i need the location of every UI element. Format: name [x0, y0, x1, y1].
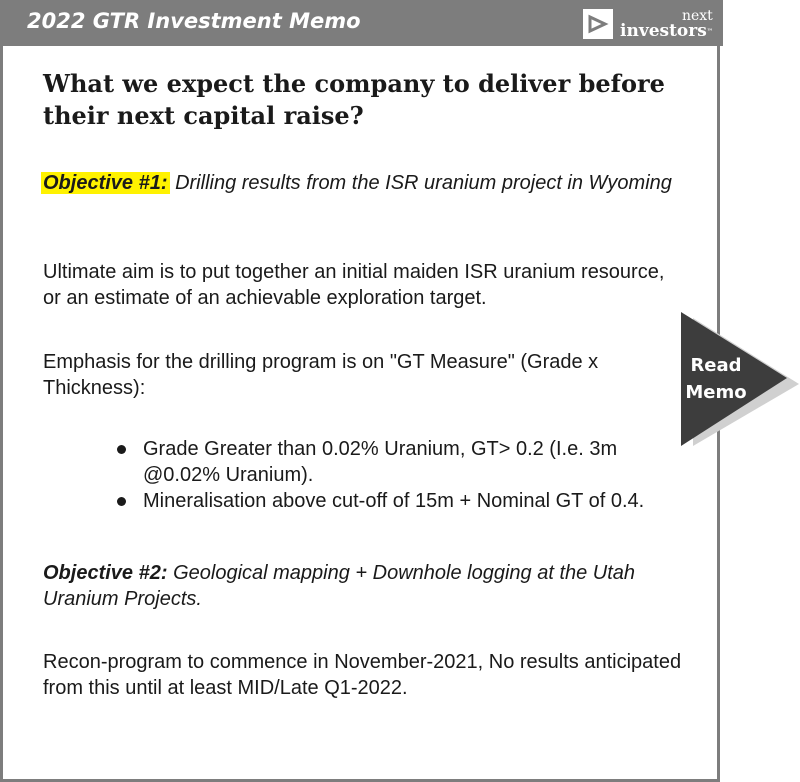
objective-2-label: Objective #2: [43, 562, 168, 584]
paragraph-maiden-resource: Ultimate aim is to put together an initial maiden ISR uranium resource, or an estimate of an achievable exploration target. [43, 261, 665, 309]
gt-criteria-list [113, 436, 673, 514]
memo-title: 2022 GTR Investment Memo [27, 9, 361, 33]
logo-word-investors: investors™ [620, 20, 713, 41]
paragraph-gt-measure: Emphasis for the drilling program is on "GT Measure" (Grade x Thickness): [43, 351, 599, 399]
memo-heading: What we expect the company to deliver before their next capital raise? [43, 69, 665, 130]
read-memo-button[interactable] [681, 312, 791, 446]
next-investors-logo[interactable] [583, 9, 713, 39]
memo-header [3, 0, 723, 46]
list-item: Grade Greater than 0.02% Uranium, GT> 0.2 (I.e. 3m @0.02% Uranium). [113, 436, 673, 488]
arrow-logo-icon [583, 9, 613, 39]
objective-1 [43, 170, 683, 196]
paragraph-recon-program: Recon-program to commence in November-2021, No results anticipated from this until at least MID/Late Q1-2022. [43, 651, 682, 699]
list-item: Mineralisation above cut-off of 15m + Nominal GT of 0.4. [113, 488, 673, 514]
objective-1-label: Objective #1: [43, 172, 168, 194]
objective-1-text: Drilling results from the ISR uranium project in Wyoming [175, 172, 672, 194]
objective-2-text: Geological mapping + Downhole logging at the Utah Uranium Projects. [43, 562, 636, 610]
objective-2 [43, 560, 683, 612]
read-memo-label: Read Memo [685, 355, 747, 403]
logo-wordmark [620, 9, 713, 40]
logo-word-next: next [681, 7, 713, 24]
